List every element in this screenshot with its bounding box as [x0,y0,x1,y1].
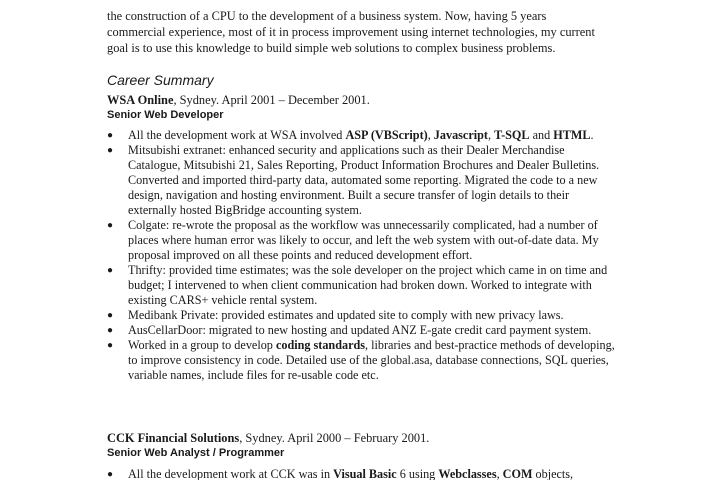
list-item [107,128,617,143]
list-item [107,338,617,383]
intro-paragraph: the construction of a CPU to the development of a business system. Now, having 5 years commercial experience, most of it in process improvement using internet technologies, my current goal is to use this knowledge to build simple web solutions to complex business problems. [107,9,595,56]
bullet-icon: ● [107,340,114,351]
cck-bullet-list [107,467,617,480]
job-wsa-online [107,93,627,125]
job-header-line [107,93,627,108]
list-item [107,263,617,308]
bullet-text: Medibank Private: provided estimates and updated site to comply with new privacy laws. [128,308,564,322]
list-item [107,323,617,338]
bullet-icon: ● [107,469,114,480]
job-dates: , Sydney. April 2001 – December 2001. [173,93,370,107]
list-item [107,218,617,263]
bullet-text: Worked in a group to develop coding standards, libraries and best-practice methods of developing, to improve consistency in code. Detailed use of the global.asa, database connections, SQL queries, variable names, include files for re-usable code etc. [128,338,615,382]
company-name: CCK Financial Solutions [107,431,240,445]
list-item [107,143,617,218]
career-summary-heading: Career Summary [107,72,214,88]
bullet-icon: ● [107,310,114,321]
bullet-icon: ● [107,220,114,231]
job-title: Senior Web Developer [107,109,224,121]
bullet-text: Mitsubishi extranet: enhanced security and applications such as their Dealer Merchandise Catalogue, Mitsubishi 21, Sales Reporting, Product Information Brochures and Dealer Bulletins. Converted and imported third-party data, automated some reporting. Migrated the code to a new design, navigation and hosting environment. Built a secure transfer of login details to their externally hosted BigBridge accounting system. [128,143,600,217]
job-header-line [107,431,627,446]
bullet-text: AusCellarDoor: migrated to new hosting and updated ANZ E-gate credit card payment system. [128,323,592,337]
company-name: WSA Online [107,93,174,107]
bullet-icon: ● [107,145,114,156]
bullet-text: Colgate: re-wrote the proposal as the workflow was unnecessarily complicated, had a number of places where human error was likely to occur, and left the web system with out-of-date data. My proposal improved on all these points and reduced development effort. [128,218,599,262]
list-item [107,467,617,480]
job-title: Senior Web Analyst / Programmer [107,447,285,459]
bullet-text: All the development work at WSA involved ASP (VBScript), Javascript, T-SQL and HTML. [128,128,594,142]
bullet-icon: ● [107,325,114,336]
bullet-icon: ● [107,130,114,141]
bullet-text: All the development work at CCK was in Visual Basic 6 using Webclasses, COM objects, [128,467,574,480]
job-dates: , Sydney. April 2000 – February 2001. [239,431,430,445]
job-cck-financial [107,431,627,463]
wsa-bullet-list [107,128,617,383]
bullet-icon: ● [107,265,114,276]
bullet-text: Thrifty: provided time estimates; was the sole developer on the project which came in on time and budget; I intervened to when client communication had broken down. Worked to integrate with existing CARS+ vehicle rental system. [128,263,608,307]
list-item [107,308,617,323]
